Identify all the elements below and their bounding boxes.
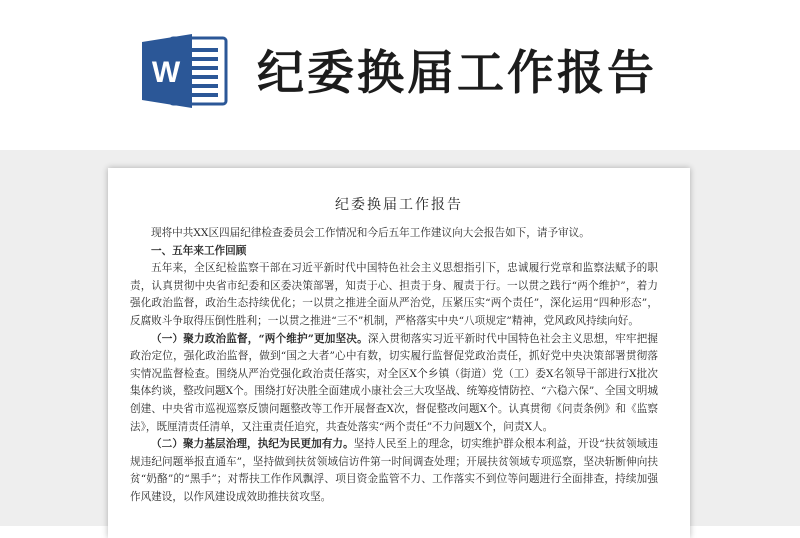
intro-paragraph: 现将中共XX区四届纪律检查委员会工作情况和今后五年工作建议向大会报告如下，请予审议。 [151,227,590,239]
paragraph-text: 深入贯彻落实习近平新时代中国特色社会主义思想，牢牢把握政治定位，强化政治监督，做到“国之大者”心中有数，切实履行监督促党政治责任，抓好党中央决策部署贯彻落实情况监督检查。围绕从严治党强化政治责任落实，对全区X个乡镇（街道）党（工）委X名领导干部进行X批次集体约谈，整改问题X个。围绕打好决胜全面建成小康社会三大攻坚战、统筹疫情防控、“六稳六保”、全国文明城创建、中央省市巡视巡察反馈问题整改等工作开展督查X次，督促整改问题X个。认真贯彻《问责条例》和《监察法》，既厘清责任清单，又注重责任追究，共查处落实“两个责任”不力问题X个，问责X人。 [130,332,659,433]
word-icon-letter: W [151,56,181,89]
document-title: 纪委换届工作报告 [335,197,463,213]
document-page [108,168,690,538]
header-banner [0,0,800,150]
paragraph-lead: （二）聚力基层治理，执纪为民更加有力。 [151,438,354,451]
document-body [130,225,658,507]
body-paragraph: 五年来，全区纪检监察干部在习近平新时代中国特色社会主义思想指引下，忠诚履行党章和监察法赋予的职责，认真贯彻中央省市纪委和区委决策部署，知责于心、担责于身、履责于行。一以贯之践行“两个维护”，着力强化政治监督，政治生态持续优化；一以贯之推进全面从严治党，压紧压实“两个责任”，深化运用“四种形态”，反腐败斗争取得压倒性胜利；一以贯之推进“三不”机制，严格落实中央“八项规定”精神，党风政风持续向好。 [130,262,658,327]
body-paragraph [130,436,658,506]
word-icon [142,32,228,110]
section-heading: 一、五年来工作回顾 [151,244,247,257]
body-paragraph [130,331,658,437]
paragraph-text: 坚持人民至上的理念，切实维护群众根本利益，开设“扶贫领域违规违纪问题举报直通车”，坚持做到扶贫领域信访件第一时间调查处理；开展扶贫领域专项巡察，坚决斩断伸向扶贫“奶酪”的“黑手”；对帮扶工作作风飘浮、项目资金监管不力、工作落实不到位等问题进行全面排查，持续加强作风建设，以作风建设成效助推扶贫攻坚。 [130,438,658,503]
paragraph-lead: （一）聚力政治监督，“两个维护”更加坚决。 [151,332,368,345]
page-title: 纪委换届工作报告 [257,46,657,101]
